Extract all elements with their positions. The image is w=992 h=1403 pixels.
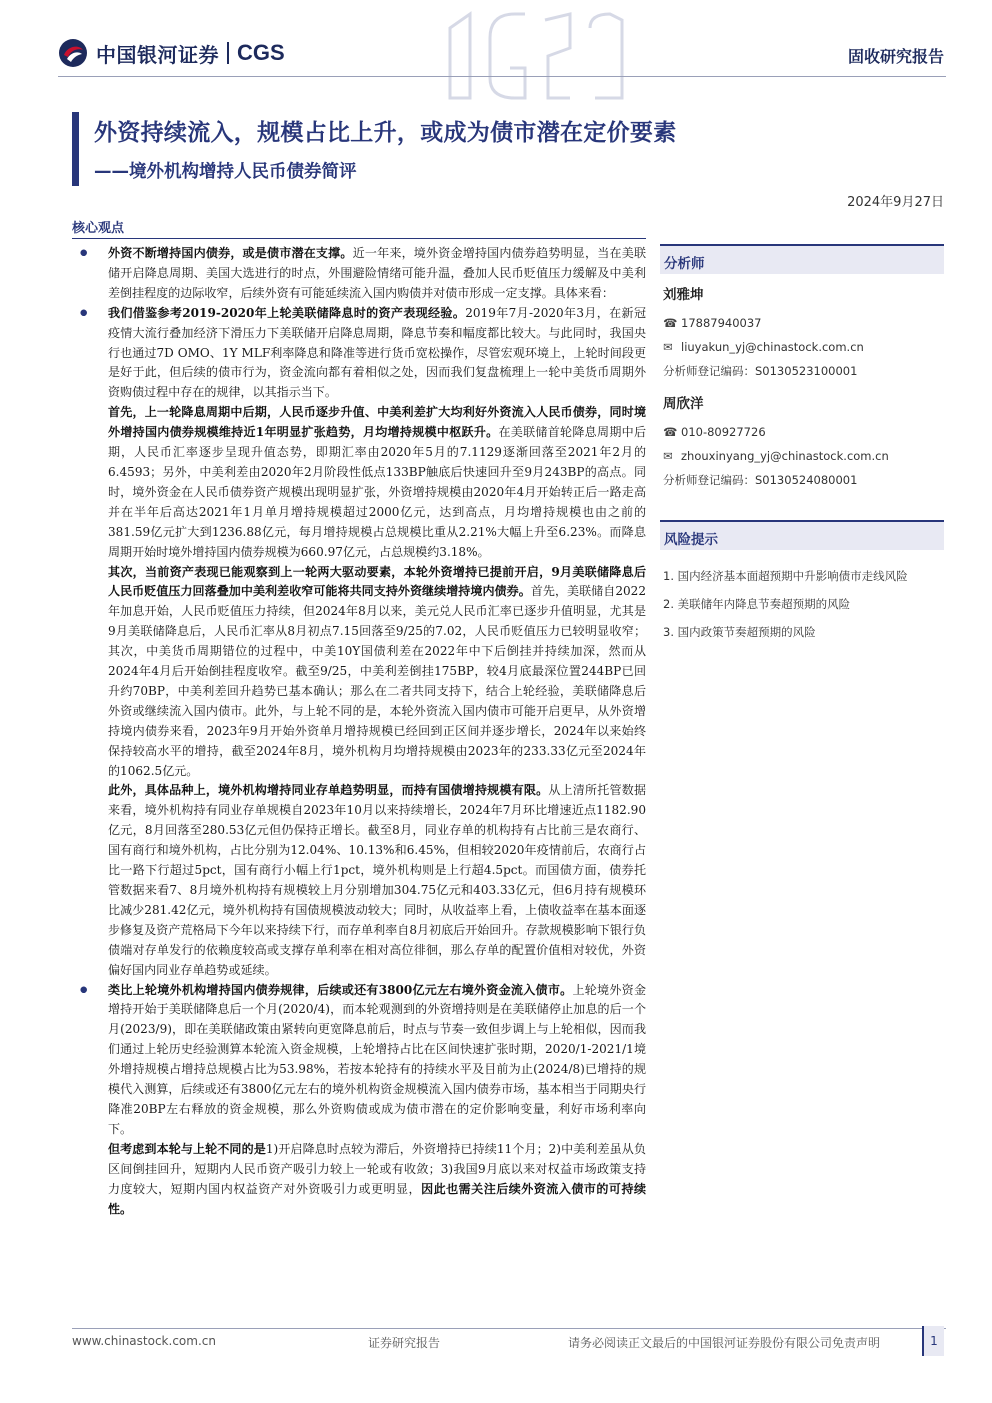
- analyst-name: 周欣洋: [663, 396, 704, 412]
- email-icon: ✉: [663, 340, 673, 354]
- footer-disclaimer: 请务必阅读正文最后的中国银河证券股份有限公司免责声明: [568, 1336, 881, 1350]
- body-paragraph: [72, 403, 646, 562]
- body-paragraph: [72, 1140, 646, 1220]
- header-divider: [58, 76, 946, 77]
- risk-list: [660, 562, 944, 646]
- phone-number: 010-80927726: [681, 425, 766, 439]
- analyst-registration: [663, 468, 944, 492]
- page-number: 1: [922, 1326, 944, 1356]
- report-date: 2024年9月27日: [847, 195, 944, 210]
- title-accent-bar: [72, 112, 79, 186]
- paragraph-lead: 但考虑到本轮与上轮不同的是: [108, 1141, 266, 1156]
- bullet-paragraph: [72, 244, 646, 304]
- analyst-email[interactable]: [663, 335, 944, 359]
- page-header: [0, 0, 992, 100]
- core-views-body: [72, 244, 646, 1219]
- bullet-lead: 我们借鉴参考2019-2020年上轮美联储降息时的资产表现经验。: [108, 305, 466, 320]
- bullet-text: 上轮境外资金增持开始于美联储降息后一个月(2020/4)，而本轮观测到的外资增持则是在美联储停止加息的后一个月(2023/9)，即在美联储政策由紧转向更宽降息前后，时点与节奏一致但步调上与上轮相似，因而我们通过上轮历史经验测算本轮流入资金规模，上轮增持占比在区间快速扩张时期，2020/1-2021/1境外增持规模占增持总规模占比为53.98%，若按本轮持有的持续水平及目前为止(2024/8)已增持的规模代入测算，后续或还有3800亿元左右的境外机构资金规模流入国内债券市场，基本相当于同期央行降准20BP左右释放的资金规模，那么外资购债或成为债市潜在的定价影响变量，利好市场利率向下。: [108, 982, 647, 1136]
- paragraph-text: 1)开启降息时点较为滞后，外资增持已持续11个月；2)中美利差虽从负区间倒挂回升，短期内人民币资产吸引力较上一轮或有收敛；3)我国9月底以来对权益市场政策支持力度较大，短期内国内权益资产对外资吸引力或更明显，: [108, 1141, 647, 1196]
- paragraph-conclusion: 因此也需关注后续外资流入债市的可持续性。: [108, 1181, 647, 1216]
- paragraph-lead: 其次，当前资产表现已能观察到上一轮两大驱动要素，本轮外资增持已提前开启，9月美联储降息后人民币贬值压力回落叠加中美利差收窄可能将共同支持外资继续增持境内债券。: [108, 564, 646, 599]
- phone-number: 17887940037: [681, 316, 762, 330]
- paragraph-text: 首先，美联储自2022年加息开始，人民币贬值压力持续，但2024年8月以来，美元兑人民币汇率已逐步升值明显，尤其是9月美联储降息后，人民币汇率从8月初点7.15回落至9/25的7.02，人民币贬值压力已较明显收窄；其次，中美货币周期错位的过程中，中美10Y国债利差在2022年中下后倒挂并持续加深，然而从2024年4月后开始倒挂程度收窄。截至9/25，中美利差倒挂175BP，较4月底最深位置244BP已回升约70BP，中美利差回升趋势已基本确认；那么在二者共同支持下，结合上轮经验，美联储降息后外资或继续流入国内债市。此外，与上轮不同的是，本轮外资流入国内债市可能开启更早，从外资增持境内债券来看，2023年9月开始外资单月增持规模已经回到正区间并逐步增长，2024年以来始终保持较高水平的增持，截至2024年8月，境外机构月均增持规模由2023年的233.33亿元至2024年的1062.5亿元。: [108, 584, 646, 778]
- risk-item: 2. 美联储年内降息节奏超预期的风险: [663, 597, 851, 611]
- analyst-section-heading: 分析师: [660, 244, 944, 274]
- registration-label: 分析师登记编码：: [663, 364, 755, 378]
- phone-icon: ☎: [663, 425, 678, 439]
- bullet-paragraph: [72, 304, 646, 404]
- bullet-text: 2019年7月-2020年3月，在新冠疫情大流行叠加经济下滑压力下美联储开启降息周期，降息节奏和幅度都比较大。与此同时，我国央行也通过7D OMO、1Y MLF利率降息和降准等进行货币宽松操作，尽管宏观环境上，上轮时间段更是好于此，但后续的债市行为，资金流向都有着相似之处，因而我们复盘梳理上一轮中美货币周期外资购债过程中存在的规律，以其指示当下。: [108, 305, 646, 400]
- paragraph-lead: 首先，上一轮降息周期中后期，人民币逐步升值、中美利差扩大均利好外资流入人民币债券，同时境外增持国内债券规模维持近1年明显扩张趋势，月均增持规模中枢跃升。: [108, 405, 646, 440]
- bullet-lead: 外资不断增持国内债券，或是债市潜在支撑。: [108, 246, 353, 260]
- logo-english-text: CGS: [237, 40, 285, 65]
- analyst-registration: [663, 359, 944, 383]
- bullet-lead: 类比上轮境外机构增持国内债券规律，后续或还有3800亿元左右境外资金流入债市。: [108, 982, 573, 997]
- email-address[interactable]: zhouxinyang_yj@chinastock.com.cn: [681, 449, 889, 463]
- cgs-logo: [58, 36, 285, 70]
- analyst-phone: [663, 311, 944, 335]
- sidebar: [660, 244, 944, 646]
- paragraph-lead: 此外，具体品种上，境外机构增持同业存单趋势明显，而持有国债增持规模有限。: [108, 783, 549, 798]
- report-type-label: 固收研究报告: [847, 47, 944, 66]
- email-address[interactable]: liuyakun_yj@chinastock.com.cn: [681, 340, 864, 354]
- body-paragraph: [72, 781, 646, 980]
- analyst-card: [660, 283, 944, 383]
- risk-item: 1. 国内经济基本面超预期中升影响债市走线风险: [663, 569, 908, 583]
- body-paragraph: [72, 563, 646, 782]
- registration-code: S0130524080001: [755, 473, 858, 487]
- analyst-name: 刘雅坤: [663, 287, 704, 303]
- phone-icon: ☎: [663, 316, 678, 330]
- analyst-card: [660, 392, 944, 492]
- section-heading-core-views: 核心观点: [72, 221, 125, 236]
- cgs-logo-icon: [58, 38, 88, 68]
- logo-divider: [227, 42, 229, 64]
- logo-chinese-text: 中国银河证券: [96, 42, 219, 67]
- section-divider: [72, 238, 646, 239]
- registration-code: S0130523100001: [755, 364, 858, 378]
- bullet-paragraph: [72, 981, 646, 1140]
- paragraph-text: 从上清所托管数据来看，境外机构持有同业存单规模自2023年10月以来持续增长，2024年7月环比增速近点1182.90亿元，8月回落至280.53亿元但仍保持正增长。截至8月，同业存单的机构持有占比前三是农商行、国有商行和境外机构，占比分别为12.04%、10.13%和6.45%，但相较2020年疫情前后，农商行占比一路下行超过5pct，国有商行小幅上行1pct，境外机构则是上行超4.5pct。而国债方面，债券托管数据来看7、8月境外机构持有规模较上月分别增加304.75亿元和403.33亿元，但6月持有规模环比减少281.42亿元，境外机构持有国债规模波动较大；同时，从收益率上看，上债收益率在基本面逐步修复及资产荒格局下今年以来持续下行，而存单利率自8月初底后开始回升。存款规模影响下银行负债端对存单发行的依赖度较高或支撑存单利率在相对高位徘徊，那么存单的配置价值相对较优，外资偏好国内同业存单趋势或延续。: [108, 783, 647, 977]
- bullet-text: 近一年来，境外资金增持国内债券趋势明显，当在美联储开启降息周期、美国大选进行的时点，外围避险情绪可能升温，叠加人民币贬值压力缓解及中美利差倒挂程度的边际收窄，后续外资有可能延续流入国内购债并对债市形成一定支撑。具体来看：: [108, 246, 647, 300]
- footer-website-link[interactable]: www.chinastock.com.cn: [72, 1334, 216, 1348]
- risk-section-heading: 风险提示: [660, 520, 944, 550]
- report-subtitle: ——境外机构增持人民币债券简评: [94, 162, 357, 182]
- report-title: 外资持续流入，规模占比上升，或成为债市潜在定价要素: [94, 120, 677, 146]
- analyst-phone: [663, 420, 944, 444]
- email-icon: ✉: [663, 449, 673, 463]
- analyst-email[interactable]: [663, 444, 944, 468]
- risk-item: 3. 国内政策节奏超预期的风险: [663, 625, 816, 639]
- cgs-watermark-icon: [430, 8, 630, 104]
- footer-divider: [72, 1328, 946, 1329]
- paragraph-text: 在美联储首轮降息周期中后期，人民币汇率逐步呈现升值态势，即期汇率由2020年5月的7.1129逐渐回落至2021年2月的6.4593；另外，中美利差由2020年2月阶段性低点133BP触底后快速回升至9月243BP的高点。同时，境外资金在人民币债券资产规模出现明显扩张，外资增持规模由2020年4月开始转正后一路走高并在半年后高达2021年1月单月增持规模超过2000亿元，达到高点，月均增持规模也由之前的381.59亿元扩大到1236.88亿元，每月增持规模占总规模比重从2.21%大幅上升至6.23%。而降息周期开始时境外增持国内债券规模为660.97亿元，占总规模约3.18%。: [108, 425, 646, 559]
- footer-report-label: 证券研究报告: [368, 1336, 441, 1350]
- registration-label: 分析师登记编码：: [663, 473, 755, 487]
